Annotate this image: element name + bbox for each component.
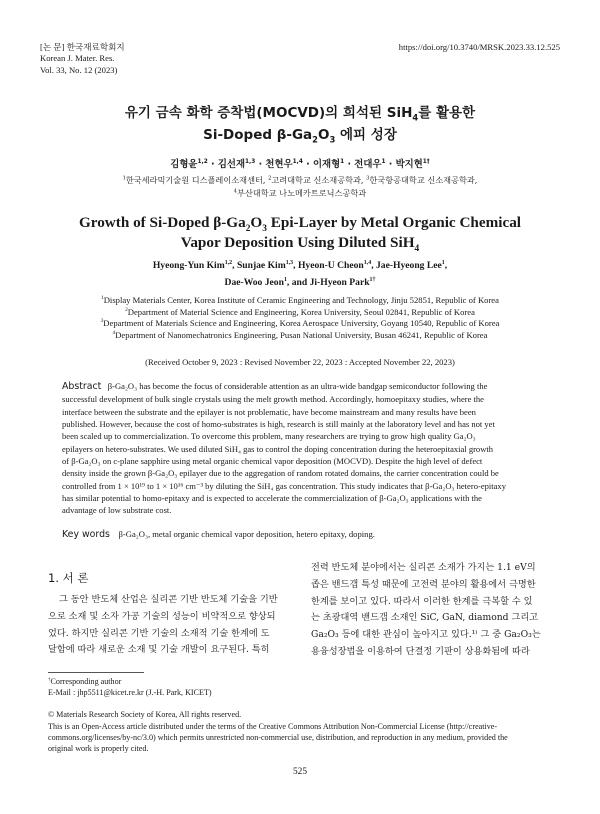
- affiliation-text: Department of Nanomechatronics Engineering, Pusan National University, Busan 46241, Republic of Korea: [115, 329, 488, 340]
- affiliation-sup: 2: [268, 175, 272, 182]
- korean-affiliations: [40, 174, 560, 199]
- keywords: [62, 529, 540, 540]
- author-separator: ·: [207, 159, 218, 170]
- author-affiliation-sup: 1: [441, 259, 445, 266]
- english-author-name: Ji-Hyeon Park: [309, 276, 370, 288]
- abstract-text: epilayers on hetero-substrates. We used diluted SiH₄ gas to control the doping concentration during the heteroepitaxial growth: [62, 443, 494, 454]
- korean-author-name: 이재형: [312, 159, 341, 170]
- abstract-text: published. However, because the cost of homo-substrates is high, research is still mainly at the laboratory level and has not yet: [62, 419, 495, 430]
- journal-name-kr: [논 문] 한국재료학회지: [40, 42, 125, 52]
- and-word: and: [291, 276, 308, 288]
- korean-author-name: 천현우: [265, 159, 293, 170]
- english-authors-line-1: Hyeong-Yun Kim$^{1,2}$, Sunjae Kim$^{1,3}$, Hyeon-U Cheon$^{1,4}$, Jae-Hyeong Lee$^1$,: [152, 259, 448, 271]
- journal-header: [40, 42, 125, 76]
- korean-author-name: 전대우: [354, 159, 382, 170]
- korean-authors: [40, 156, 560, 170]
- author-affiliation-sup: 1: [340, 158, 345, 165]
- keywords-label: Key words: [62, 529, 110, 540]
- journal-name-en: Korean J. Mater. Res.: [40, 53, 115, 64]
- english-affiliation-line: [40, 330, 560, 342]
- body-line: 는 초광대역 밴드갭 소재인 SiC, GaN, diamond 그리고: [311, 612, 539, 624]
- author-separator: ·: [302, 159, 313, 170]
- abstract-line: [62, 480, 540, 492]
- corresponding-footnote: [48, 676, 212, 698]
- author-separator: ·: [344, 159, 355, 170]
- abstract-text: advantage of low substrate cost.: [62, 505, 172, 516]
- english-author-name: Dae-Woo Jeon: [224, 276, 284, 288]
- license-line: original work is properly cited.: [48, 744, 149, 753]
- english-title: [40, 213, 560, 253]
- english-affiliation-line: [40, 307, 560, 319]
- english-author-name: Hyeon-U Cheon: [297, 260, 364, 271]
- intro-right-column: [311, 560, 553, 661]
- affiliation-text: Display Materials Center, Korea Institute of Ceramic Engineering and Technology, Jinju 52851, Republic of Korea: [103, 295, 499, 305]
- doi-link[interactable]: https://doi.org/10.3740/MRSK.2023.33.12.525: [398, 42, 560, 52]
- abstract-text: controlled from 1 × 10¹⁹ to 1 × 10¹⁶ cm⁻³ by diluting the SiH₄ gas concentration. This study indicates that β-Ga₂O₃ hetero-epitaxy: [62, 480, 506, 491]
- korean-title-line-2: Si-Doped $\beta-Ga_2O_3$ 에피 성장: [203, 127, 397, 145]
- english-author-name: Sunjae Kim: [236, 260, 286, 271]
- korean-title-line-1: 유기 금속 화학 증착법(MOCVD)의 희석된 SiH$_4$를 활용한: [124, 105, 476, 123]
- abstract-line: [62, 467, 540, 479]
- copyright-line: © Materials Research Society of Korea, All rights reserved.: [48, 710, 242, 719]
- author-affiliation-sup: 1†: [369, 276, 376, 283]
- author-affiliation-sup: 1: [381, 158, 386, 165]
- affiliation-sup: 1: [122, 175, 126, 182]
- intro-left-column: [48, 592, 291, 659]
- corresponding-email: E-Mail : jhp5511@kicet.re.kr (J.-H. Park, KICET): [48, 688, 212, 697]
- body-line: 그 동안 반도체 산업은 실리콘 기반 반도체 기술을 기반: [59, 594, 278, 605]
- korean-author-name: 김형윤: [170, 159, 198, 170]
- abstract-line: [62, 443, 540, 455]
- abstract: [62, 380, 540, 517]
- korean-author-name: 김선재: [217, 159, 246, 170]
- author-affiliation-sup: 1,2: [197, 158, 208, 165]
- page-number: 525: [292, 767, 308, 777]
- abstract-line: [62, 380, 540, 393]
- abstract-line: [62, 418, 540, 430]
- author-affiliation-sup: 1,4: [363, 259, 372, 266]
- korean-affiliation-line-1: [40, 174, 560, 187]
- body-line: 용융성장법을 이용하여 단결정 기판이 상용화됨에 따라: [311, 645, 530, 657]
- author-separator: ·: [255, 159, 266, 170]
- english-affiliation-line: [40, 318, 560, 330]
- abstract-text: β-Ga₂O₃ has become the focus of considerable attention as an ultra-wide bandgap semiconductor following the: [107, 381, 488, 391]
- affiliation-text: Department of Materials Science and Engineering, Korea Aerospace University, Goyang 10540, Republic of Korea: [103, 318, 500, 329]
- section-heading: 1. 서 론: [48, 571, 89, 585]
- english-author-name: Hyeong-Yun Kim: [152, 260, 225, 271]
- english-authors: [40, 258, 560, 291]
- affiliation-sup: 4: [112, 329, 116, 336]
- body-line: Ga₂O₃ 등에 대한 관심이 높아지고 있다.¹⁾ 그 중 Ga₂O₃는: [311, 629, 541, 641]
- affiliation-text: 한국세라믹기술원 디스플레이소재센터,: [125, 175, 269, 185]
- journal-volume: Vol. 33, No. 12 (2023): [40, 64, 118, 75]
- author-affiliation-sup: 1,2: [224, 259, 233, 266]
- abstract-text: interface between the substrate and the epilayer is not problematic, have become mainstream and many results have been: [62, 406, 476, 417]
- affiliation-sup: 3: [100, 318, 104, 325]
- author-separator: ·: [385, 159, 396, 170]
- affiliation-sup: 3: [366, 175, 370, 182]
- author-affiliation-sup: 1†: [422, 158, 430, 165]
- english-affiliations: [40, 295, 560, 341]
- author-affiliation-sup: 1,3: [285, 259, 294, 266]
- english-authors-line-2: Dae-Woo Jeon$^1$, and Ji-Hyeon Park$^{1\dagger}$: [224, 276, 376, 288]
- author-affiliation-sup: 1,4: [292, 158, 303, 165]
- body-line: 한계를 보이고 있다. 따라서 이러한 한계를 극복할 수 있: [311, 595, 533, 607]
- affiliation-text: Department of Material Science and Engineering, Korea University, Seoul 02841, Republic of Korea: [127, 306, 475, 317]
- english-title-line-1: Growth of Si-Doped $\beta-Ga_2O_3$ Epi-Layer by Metal Organic Chemical: [78, 214, 522, 235]
- abstract-line: [62, 492, 540, 504]
- body-line: 었다. 하지만 실리콘 기반 기술의 소재적 기술 한계에 도: [48, 627, 270, 639]
- affiliation-sup: 1: [101, 295, 104, 302]
- abstract-line: [62, 504, 540, 516]
- abstract-text: of β-Ga₂O₃ on c-plane sapphire using metal organic chemical vapor deposition (MOCVD). Despite the high level of defect: [62, 456, 483, 467]
- affiliation-text: 고려대학교 신소재공학과,: [271, 175, 367, 185]
- copyright-notice: [48, 709, 555, 754]
- korean-author-name: 박지현: [395, 159, 423, 170]
- english-title-line-2: Vapor Deposition Using Diluted SiH$_4$: [180, 234, 420, 255]
- english-affiliation-line: [40, 295, 560, 307]
- abstract-text: has similar potential to homo-epitaxy and is expected to accelerate the commercialization of β-Ga₂O₃ applications with the: [62, 493, 482, 504]
- abstract-line: [62, 406, 540, 418]
- abstract-text: density inside the grown β-Ga₂O₃ epilayer due to the aggregation of random rotated domains, the carrier concentration could be: [62, 468, 499, 479]
- affiliation-text: 한국항공대학교 신소재공학과,: [369, 175, 478, 185]
- license-line: commons.org/licenses/by-nc/3.0) which permits unrestricted non-commercial use, distribution, and reproduction in any medium, provided the: [48, 733, 508, 742]
- body-line: 으로 소재 및 소자 가공 기술의 성능이 비약적으로 향상되: [48, 610, 276, 622]
- abstract-line: [62, 393, 540, 405]
- author-affiliation-sup: 1: [283, 276, 287, 283]
- received-dates: (Received October 9, 2023 : Revised November 22, 2023 : Accepted November 22, 2023): [145, 357, 455, 367]
- body-line: 좁은 밴드갭 특성 때문에 고전력 분야의 활용에서 극명한: [311, 578, 536, 590]
- korean-affiliation-line-2: $^4$부산대학교 나노메카트로닉스공학과: [233, 187, 367, 198]
- abstract-line: [62, 430, 540, 442]
- footnote-rule: [48, 672, 144, 673]
- keywords-text: β-Ga₂O₃, metal organic chemical vapor deposition, hetero epitaxy, doping.: [118, 529, 375, 539]
- abstract-text: successful development of bulk single crystals using the melt growth method. Accordingly, homoepitaxy studies, where the: [62, 394, 484, 405]
- english-author-name: Jae-Hyeong Lee: [375, 260, 442, 271]
- affiliation-sup: 2: [125, 306, 128, 313]
- corresponding-label: †Corresponding author: [48, 677, 122, 686]
- abstract-text: been scaled up to commercialization. To overcome this problem, many researchers are trying to grow high quality Ga₂O₃: [62, 431, 476, 442]
- author-affiliation-sup: 1,3: [245, 158, 256, 165]
- abstract-line: [62, 455, 540, 467]
- abstract-label: Abstract: [62, 381, 102, 392]
- license-text: [48, 721, 555, 754]
- body-line: 달함에 따라 새로운 소재 및 기술 개발이 요구된다. 특히: [48, 644, 270, 656]
- license-line: This is an Open-Access article distributed under the terms of the Creative Commons Attribution Non-Commercial License (http://creative-: [48, 722, 498, 731]
- body-line: 전력 반도체 분야에서는 실리콘 소재가 가지는 1.1 eV의: [311, 562, 536, 573]
